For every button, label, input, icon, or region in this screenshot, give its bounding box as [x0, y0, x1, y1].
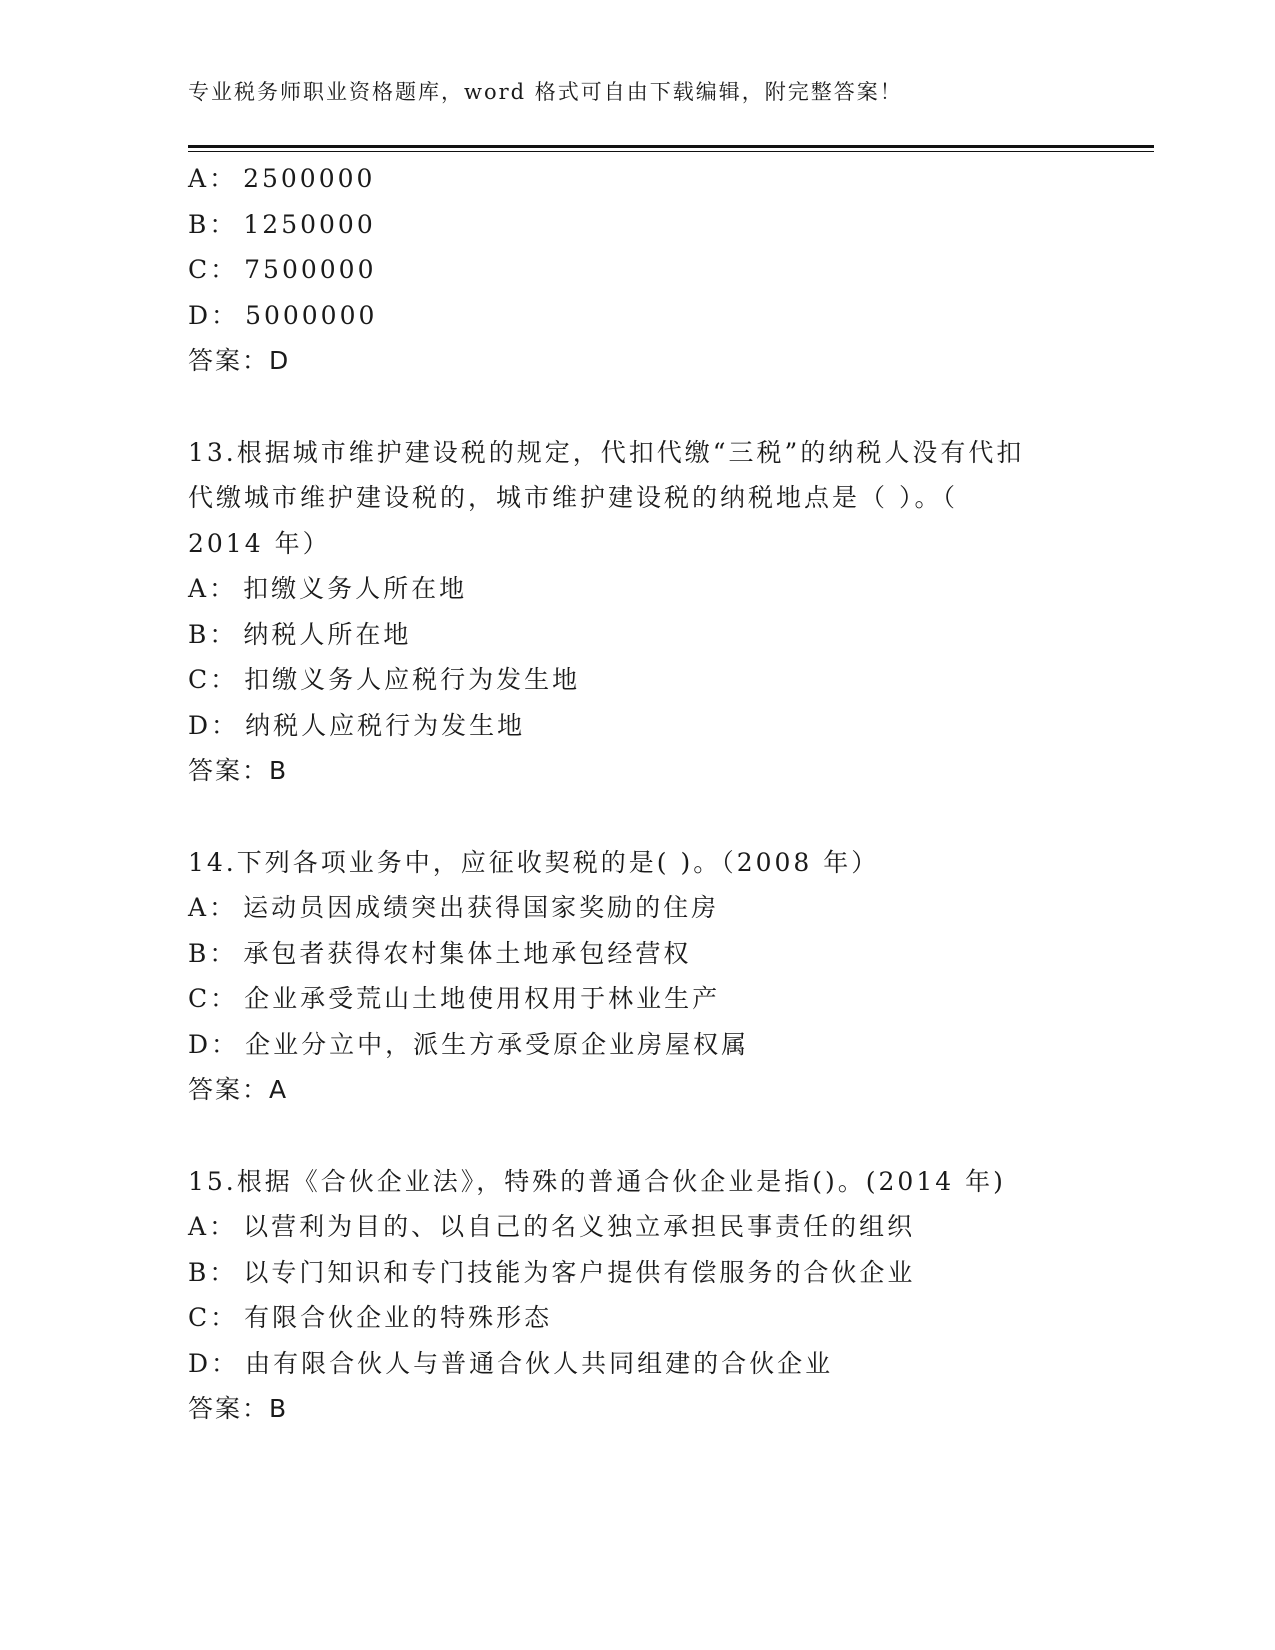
- question-stem-line: 15.根据《合伙企业法》，特殊的普通合伙企业是指()。(2014 年): [188, 1166, 1006, 1196]
- option-a: [188, 885, 1088, 931]
- question-15: [188, 1159, 1088, 1432]
- option-letter: B: [188, 619, 210, 649]
- header-rule-thin: [188, 151, 1154, 152]
- option-text: 以营利为目的、以自己的名义独立承担民事责任的组织: [243, 1212, 916, 1241]
- option-text: 1250000: [243, 209, 376, 239]
- option-separator: ：: [209, 1212, 238, 1241]
- option-letter: A: [188, 164, 210, 193]
- spacer: [188, 794, 1088, 840]
- option-separator: ：: [211, 1029, 240, 1059]
- question-stem-line: 13.根据城市维护建设税的规定，代扣代缴“三税”的纳税人没有代扣: [188, 437, 1025, 467]
- option-separator: ：: [210, 984, 239, 1013]
- option-letter: D: [188, 1348, 212, 1378]
- option-a: [188, 1204, 1088, 1250]
- question-stem-line: 2014 年）: [188, 528, 331, 558]
- option-text: 扣缴义务人所在地: [243, 574, 468, 603]
- option-text: 企业分立中，派生方承受原企业房屋权属: [245, 1029, 750, 1059]
- option-separator: ：: [209, 1257, 238, 1287]
- option-letter: B: [188, 938, 210, 968]
- option-separator: ：: [210, 665, 239, 694]
- spacer: [188, 1113, 1088, 1159]
- option-d: [188, 1341, 1088, 1387]
- answer-line: 答案：A: [188, 1075, 289, 1104]
- option-text: 纳税人所在地: [243, 619, 412, 649]
- option-separator: ：: [209, 164, 238, 193]
- option-separator: ：: [211, 300, 240, 330]
- page-header: 专业税务师职业资格题库，word 格式可自由下载编辑，附完整答案！: [188, 80, 903, 104]
- option-b: [188, 612, 1088, 658]
- question-14: [188, 840, 1088, 1113]
- option-text: 7500000: [244, 255, 377, 284]
- option-text: 有限合伙企业的特殊形态: [244, 1303, 553, 1332]
- option-text: 扣缴义务人应税行为发生地: [244, 665, 581, 694]
- question-13: [188, 430, 1088, 794]
- question-content: [188, 156, 1088, 1432]
- option-text: 以专门知识和专门技能为客户提供有偿服务的合伙企业: [243, 1257, 916, 1287]
- question-stem-line: 代缴城市维护建设税的，城市维护建设税的纳税地点是（ ）。（: [188, 483, 958, 512]
- option-letter: D: [188, 710, 212, 740]
- option-letter: C: [188, 984, 211, 1013]
- option-separator: ：: [209, 893, 238, 922]
- spacer: [188, 384, 1088, 430]
- option-text: 纳税人应税行为发生地: [245, 710, 526, 740]
- option-letter: D: [188, 1029, 212, 1059]
- option-separator: ：: [209, 619, 238, 649]
- option-letter: C: [188, 665, 211, 694]
- option-d: [188, 703, 1088, 749]
- option-text: 5000000: [245, 300, 378, 330]
- answer-line: 答案：D: [188, 346, 291, 375]
- option-b: [188, 1250, 1088, 1296]
- option-letter: C: [188, 1303, 211, 1332]
- option-text: 承包者获得农村集体土地承包经营权: [243, 938, 692, 968]
- option-c: [188, 247, 1088, 293]
- option-letter: A: [188, 893, 210, 922]
- option-c: [188, 657, 1088, 703]
- option-d: [188, 1022, 1088, 1068]
- option-separator: ：: [211, 710, 240, 740]
- option-separator: ：: [210, 255, 239, 284]
- option-separator: ：: [210, 1303, 239, 1332]
- option-a: [188, 156, 1088, 202]
- option-separator: ：: [209, 574, 238, 603]
- option-c: [188, 976, 1088, 1022]
- option-text: 企业承受荒山土地使用权用于林业生产: [244, 984, 721, 1013]
- option-b: [188, 202, 1088, 248]
- option-letter: C: [188, 255, 211, 284]
- option-text: 运动员因成绩突出获得国家奖励的住房: [243, 893, 720, 922]
- option-letter: B: [188, 209, 210, 239]
- option-text: 由有限合伙人与普通合伙人共同组建的合伙企业: [245, 1348, 834, 1378]
- option-separator: ：: [209, 938, 238, 968]
- header-rule-thick: [188, 145, 1154, 148]
- option-d: [188, 293, 1088, 339]
- question-stem-line: 14.下列各项业务中，应征收契税的是( )。（2008 年）: [188, 847, 880, 877]
- option-c: [188, 1295, 1088, 1341]
- answer-line: 答案：B: [188, 1394, 289, 1423]
- option-letter: B: [188, 1257, 210, 1287]
- option-letter: A: [188, 1212, 210, 1241]
- question-12: [188, 156, 1088, 384]
- option-letter: A: [188, 574, 210, 603]
- option-separator: ：: [209, 209, 238, 239]
- option-text: 2500000: [243, 164, 376, 193]
- option-b: [188, 931, 1088, 977]
- option-letter: D: [188, 300, 212, 330]
- answer-line: 答案：B: [188, 756, 289, 785]
- option-separator: ：: [211, 1348, 240, 1378]
- option-a: [188, 566, 1088, 612]
